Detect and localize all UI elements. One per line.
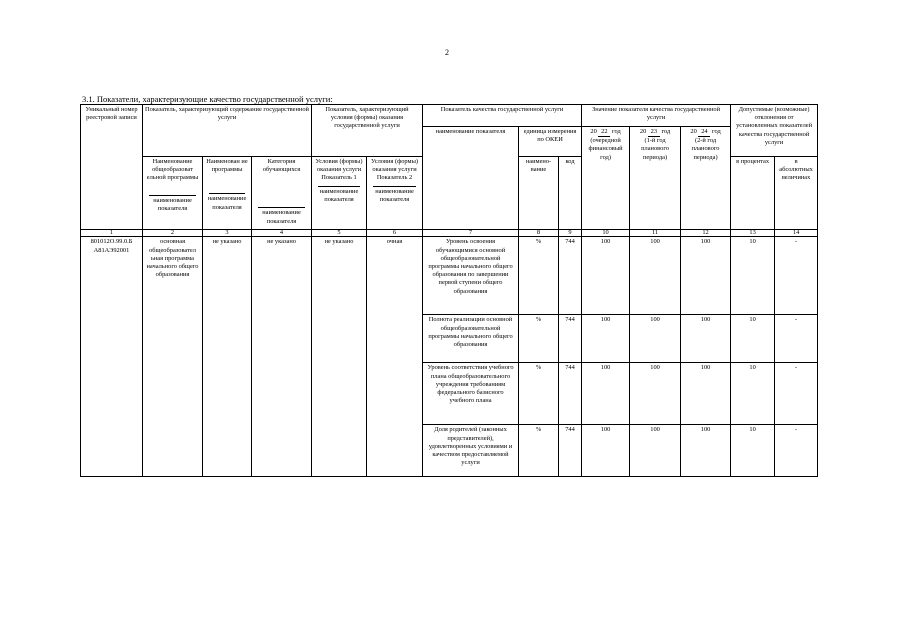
deviation-abs-cell: - [775, 363, 818, 425]
program-cell: основная общеобразовател ьная программа начального общего образования [143, 237, 203, 477]
header-unit: единица измерения по ОКЕИ [519, 127, 582, 157]
header-conditions-group: Показатель, характеризующий условия (формы) оказания государственной услуги [312, 105, 423, 157]
col-number: 6 [367, 230, 423, 237]
col-number: 2 [143, 230, 203, 237]
header-category: Категория обучающихся наименование показателя [252, 157, 312, 230]
header-year-1: 20 22 год (очередной финансовый год) [582, 127, 630, 230]
header-unique-number: Уникальный номер реестровой записи [81, 105, 143, 230]
deviation-pct-cell: 10 [731, 237, 775, 315]
unit-cell: % [519, 363, 559, 425]
code-cell: 744 [559, 425, 582, 477]
value-year-1-cell: 100 [582, 315, 630, 363]
header-condition-2: Условия (формы) оказания услуги Показатель 2 наименование показателя [367, 157, 423, 230]
value-year-3-cell: 100 [681, 315, 731, 363]
page-number: 2 [445, 48, 449, 57]
col-number: 13 [731, 230, 775, 237]
value-year-2-cell: 100 [630, 425, 681, 477]
deviation-abs-cell: - [775, 425, 818, 477]
col-number: 11 [630, 230, 681, 237]
header-quality-group: Показатель качества государственной услуги [423, 105, 582, 127]
header-unit-code: код [559, 157, 582, 230]
unique-number-cell: 801012О.99.0.Б А81АЭ92001 [81, 237, 143, 477]
value-year-1-cell: 100 [582, 425, 630, 477]
header-indicator-name: наименование показателя [423, 127, 519, 230]
header-year-3: 20 24 год (2-й год планового периода) [681, 127, 731, 230]
quality-indicators-table [80, 104, 818, 477]
col-number: 3 [203, 230, 252, 237]
condition-2-cell: очная [367, 237, 423, 477]
unit-cell: % [519, 315, 559, 363]
col-number: 8 [519, 230, 559, 237]
value-year-2-cell: 100 [630, 363, 681, 425]
col-number: 12 [681, 230, 731, 237]
condition-1-cell: не указано [312, 237, 367, 477]
table-row [81, 237, 818, 315]
deviation-abs-cell: - [775, 237, 818, 315]
value-year-2-cell: 100 [630, 237, 681, 315]
code-cell: 744 [559, 363, 582, 425]
deviation-pct-cell: 10 [731, 315, 775, 363]
indicator-name-cell: Полнота реализации основной общеобразовательной программы начального общего образования [423, 315, 519, 363]
header-deviation-abs: в абсолютных величинах [775, 157, 818, 230]
value-year-3-cell: 100 [681, 237, 731, 315]
header-condition-1: Условия (формы) оказания услуги Показатель 1 наименование показателя [312, 157, 367, 230]
value-year-1-cell: 100 [582, 237, 630, 315]
value-year-3-cell: 100 [681, 363, 731, 425]
value-year-1-cell: 100 [582, 363, 630, 425]
code-cell: 744 [559, 237, 582, 315]
header-program-name: Наименование общеобразоват ельной программы наименование показателя [143, 157, 203, 230]
indicator-name-cell: Уровень соответствия учебного плана общеобразовательного учреждения требованиям федерального базисного учебного плана [423, 363, 519, 425]
section-heading: 3.1. Показатели, характеризующие качество государственной услуги: [82, 94, 333, 104]
header-programs: Наименован ие программы наименование показателя [203, 157, 252, 230]
header-deviation-group: Допустимые (возможные) отклонения от установленных показателей качества государственной услуги [731, 105, 818, 157]
col-number: 1 [81, 230, 143, 237]
indicator-name-cell: Доля родителей (законных представителей), удовлетворенных условиями и качеством предоставляемой услуги [423, 425, 519, 477]
unit-cell: % [519, 425, 559, 477]
header-value-group: Значение показателя качества государственной услуги [582, 105, 731, 127]
deviation-pct-cell: 10 [731, 425, 775, 477]
header-year-2: 20 23 год (1-й год планового периода) [630, 127, 681, 230]
col-number: 5 [312, 230, 367, 237]
unit-cell: % [519, 237, 559, 315]
col-number: 7 [423, 230, 519, 237]
col-number: 9 [559, 230, 582, 237]
col-number: 14 [775, 230, 818, 237]
header-deviation-pct: в процентах [731, 157, 775, 230]
header-unit-name: наимено- вание [519, 157, 559, 230]
value-year-3-cell: 100 [681, 425, 731, 477]
header-content-group: Показатель, характеризующий содержание государственной услуги [143, 105, 312, 157]
value-year-2-cell: 100 [630, 315, 681, 363]
programs-cell: не указано [203, 237, 252, 477]
deviation-pct-cell: 10 [731, 363, 775, 425]
code-cell: 744 [559, 315, 582, 363]
column-numbers-row [81, 230, 818, 237]
category-cell: не указано [252, 237, 312, 477]
col-number: 4 [252, 230, 312, 237]
indicator-name-cell: Уровень освоения обучающимися основной общеобразовательной программы начального общего образования по завершении первой ступени общего образования [423, 237, 519, 315]
col-number: 10 [582, 230, 630, 237]
deviation-abs-cell: - [775, 315, 818, 363]
